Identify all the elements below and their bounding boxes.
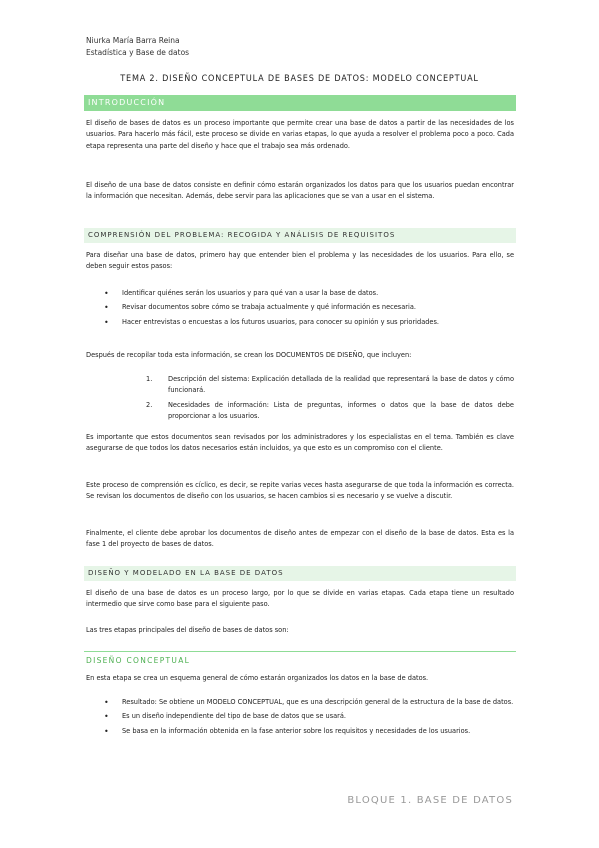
bullet-icon: • bbox=[104, 289, 109, 298]
comprension-paragraph-3: Es importante que estos documentos sean revisados por los administradores y los especialistas en el tema. También es clave asegurarse de que todos los datos necesarios están incluidos, ya que esto es un compromiso con el cliente. bbox=[86, 433, 514, 453]
intro-paragraph-2: El diseño de una base de datos consiste en definir cómo estarán organizados los datos para que los usuarios puedan encontrar la información que necesitan. Además, debe servir para las aplicaciones que se van a usar en el sistema. bbox=[86, 181, 514, 201]
document-title: TEMA 2. DISEÑO CONCEPTULA DE BASES DE DATOS: MODELO CONCEPTUAL bbox=[120, 74, 479, 84]
list-item: • Revisar documentos sobre cómo se trabaja actualmente y qué información es necesaria. bbox=[104, 303, 416, 313]
bullet-icon: • bbox=[104, 698, 109, 707]
section-heading-introduccion: INTRODUCCIÓN bbox=[84, 95, 516, 111]
subject-name: Estadística y Base de datos bbox=[86, 48, 190, 57]
section-heading-comprension: COMPRENSIÓN DEL PROBLEMA: RECOGIDA Y ANÁLISIS DE REQUISITOS bbox=[84, 228, 516, 243]
list-item: • Identificar quiénes serán los usuarios y para qué van a usar la base de datos. bbox=[104, 289, 379, 298]
list-item: • Se basa en la información obtenida en la fase anterior sobre los requisitos y necesidades de los usuarios. bbox=[104, 726, 471, 736]
comprension-paragraph-4: Este proceso de comprensión es cíclico, es decir, se repite varias veces hasta asegurarse de que toda la información es correcta. Se revisan los documentos de diseño con los usuarios, se hacen cambios si es necesario y se vuelve a discutir. bbox=[86, 481, 514, 501]
list-item: • Es un diseño independiente del tipo de base de datos que se usará. bbox=[104, 712, 347, 722]
bullet-icon: • bbox=[104, 303, 109, 313]
section-heading-modelado: DISEÑO Y MODELADO EN LA BASE DE DATOS bbox=[84, 566, 516, 581]
comprension-paragraph-2: Después de recopilar toda esta información, se crean los DOCUMENTOS DE DISEÑO, que incluyen: bbox=[86, 351, 412, 359]
section-heading-conceptual: DISEÑO CONCEPTUAL bbox=[86, 656, 191, 665]
page-footer: BLOQUE 1. BASE DE DATOS bbox=[347, 795, 513, 806]
list-item: 2. Necesidades de información: Lista de preguntas, informes o datos que la base de datos debe proporcionar a los usuarios. bbox=[146, 400, 514, 421]
list-item: • Resultado: Se obtiene un MODELO CONCEPTUAL, que es una descripción general de la estructura de la base de datos. bbox=[104, 698, 514, 707]
design-docs-numbered-list bbox=[146, 374, 514, 426]
comprension-paragraph-1: Para diseñar una base de datos, primero hay que entender bien el problema y las necesidades de los usuarios. Para ello, se deben seguir estos pasos: bbox=[86, 251, 514, 271]
comprension-paragraph-5: Finalmente, el cliente debe aprobar los documentos de diseño antes de empezar con el diseño de la base de datos. Esta es la fase 1 del proyecto de bases de datos. bbox=[86, 529, 514, 549]
requirements-bullet-list bbox=[104, 288, 514, 331]
section-divider bbox=[84, 651, 516, 652]
bullet-icon: • bbox=[104, 726, 109, 736]
list-item: • Hacer entrevistas o encuestas a los futuros usuarios, para conocer su opinión y sus prioridades. bbox=[104, 317, 440, 327]
bullet-icon: • bbox=[104, 712, 109, 722]
list-item: 1. Descripción del sistema: Explicación detallada de la realidad que representará la base de datos y cómo funcionará. bbox=[146, 375, 514, 395]
conceptual-paragraph-1: En esta etapa se crea un esquema general de cómo estarán organizados los datos en la base de datos. bbox=[86, 674, 429, 682]
modelado-paragraph-1: El diseño de una base de datos es un proceso largo, por lo que se divide en varias etapas. Cada etapa tiene un resultado intermedio que sirve como base para el siguiente paso. bbox=[86, 589, 514, 609]
author-block bbox=[86, 35, 189, 59]
bullet-icon: • bbox=[104, 317, 109, 327]
conceptual-bullet-list bbox=[104, 697, 514, 740]
author-name: Niurka María Barra Reina bbox=[86, 36, 180, 45]
intro-paragraph-1: El diseño de bases de datos es un proceso importante que permite crear una base de datos a partir de las necesidades de los usuarios. Para hacerlo más fácil, este proceso se divide en varias etapas, lo que ayuda a resolver el problema poco a poco. Cada etapa representa una parte del diseño y hace que el trabajo sea más ordenado. bbox=[86, 119, 514, 150]
modelado-paragraph-2: Las tres etapas principales del diseño de bases de datos son: bbox=[86, 626, 289, 634]
